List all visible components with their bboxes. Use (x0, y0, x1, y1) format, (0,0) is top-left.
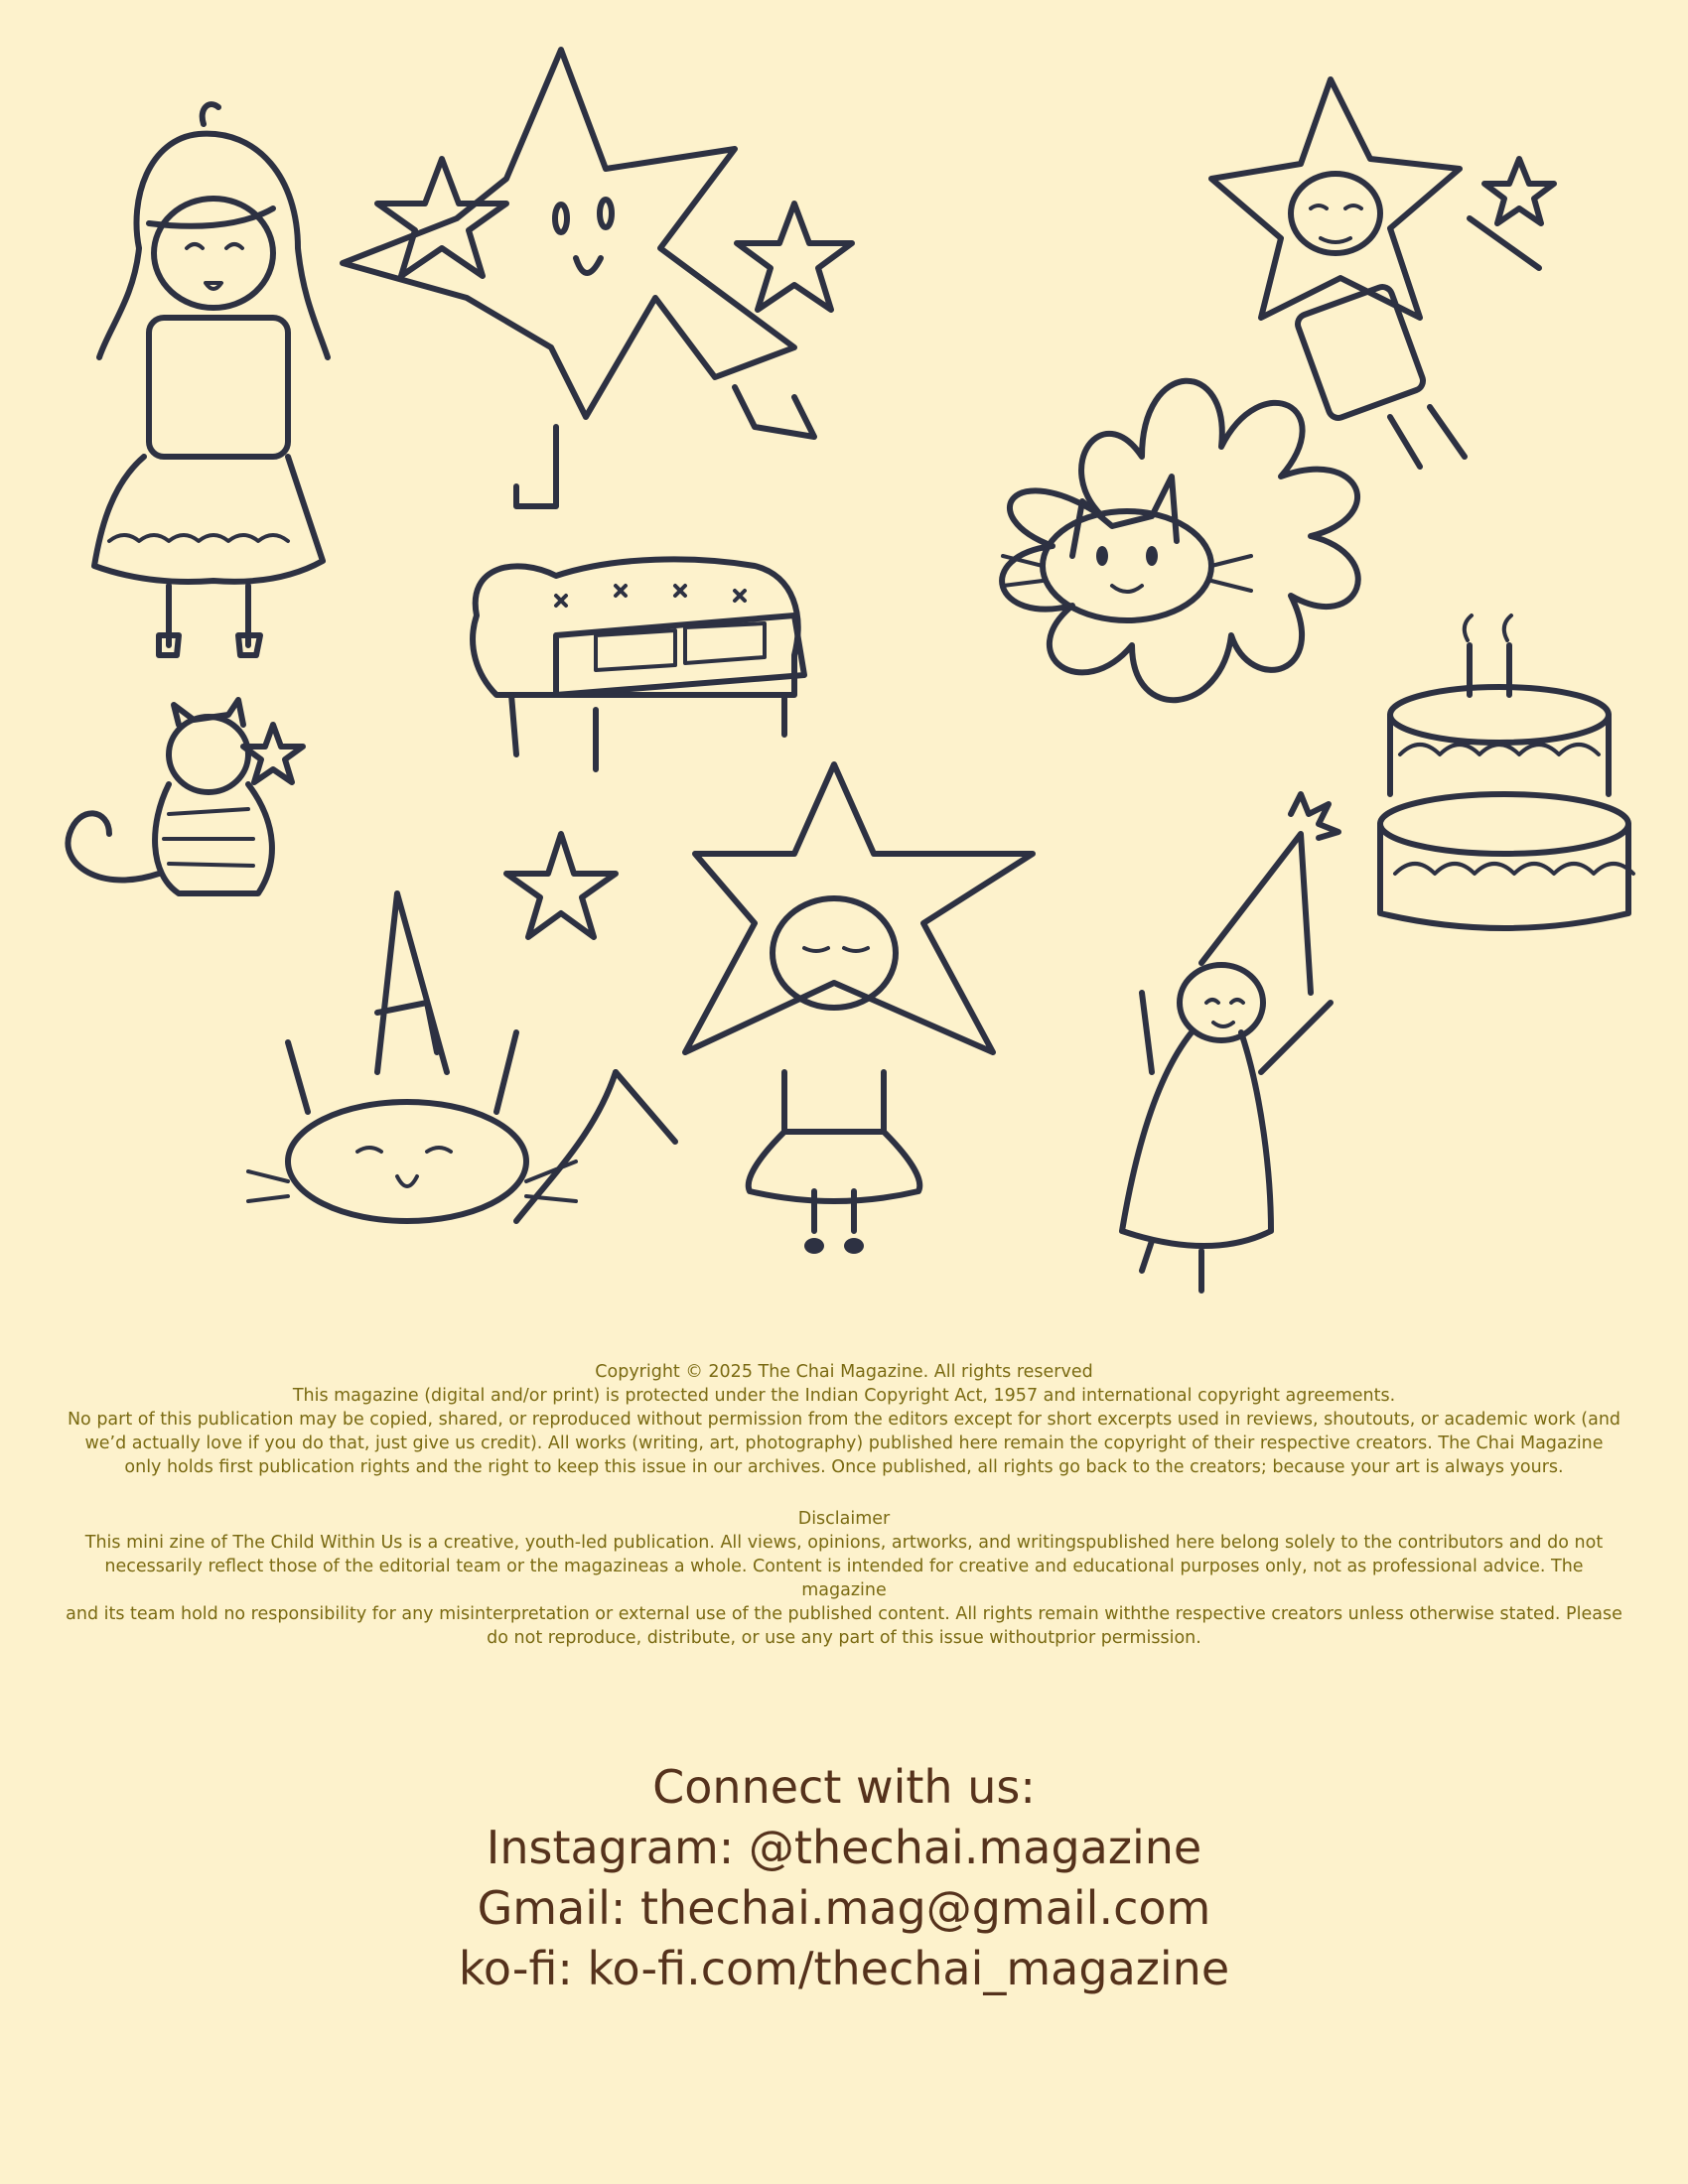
star-head-kid-doodle (1211, 79, 1554, 467)
disclaimer (60, 1507, 1628, 1650)
star-girl-doodle (685, 764, 1033, 1254)
sofa-doodle (473, 559, 804, 769)
small-star-icon (377, 159, 506, 276)
disclaimer-line: and its team hold no responsibility for any misinterpretation or external use of the published content. All rights remain withthe respective creators unless otherwise stated. Please (66, 1604, 1622, 1624)
small-star-icon (737, 204, 852, 310)
copyright-line: we’d actually love if you do that, just give us credit). All works (writing, art, photography) published here remain the copyright of their respective creators. The Chai Magazine (84, 1433, 1604, 1453)
copyright-line: Copyright © 2025 The Chai Magazine. All rights reserved (595, 1362, 1093, 1382)
flower-cat-doodle (1002, 381, 1358, 701)
star-character-doodle (343, 50, 814, 506)
girl-doodle (94, 104, 328, 655)
party-hat-kid-doodle (1122, 794, 1338, 1291)
disclaimer-line: do not reproduce, distribute, or use any part of this issue withoutprior permission. (487, 1628, 1201, 1648)
copyright-line: No part of this publication may be copied, shared, or reproduced without permission from the editors except for short excerpts used in reviews, shoutouts, or academic work (and (67, 1410, 1621, 1430)
kofi-link[interactable]: ko-fi: ko-fi.com/thechai_magazine (458, 1942, 1230, 1995)
copyright-line: This magazine (digital and/or print) is protected under the Indian Copyright Act, 1957 and international copyright agreements. (292, 1386, 1396, 1406)
disclaimer-heading: Disclaimer (797, 1509, 891, 1529)
connect-section (0, 1757, 1688, 1999)
birthday-cake-doodle (1380, 615, 1633, 928)
connect-heading: Connect with us: (652, 1760, 1036, 1814)
wizard-cat-doodle (248, 834, 675, 1221)
gmail-link[interactable]: Gmail: thechai.mag@gmail.com (477, 1881, 1211, 1935)
disclaimer-line: necessarily reflect those of the editorial team or the magazineas a whole. Content is intended for creative and educational purposes only, not as professional advice. The magazine (104, 1557, 1584, 1600)
copyright-notice (60, 1360, 1628, 1479)
striped-cat-doodle (68, 700, 303, 893)
copyright-line: only holds first publication rights and the right to keep this issue in our archives. Once published, all rights go back to the creators; because your art is always yours. (124, 1457, 1564, 1477)
instagram-link[interactable]: Instagram: @thechai.magazine (486, 1821, 1202, 1874)
disclaimer-line: This mini zine of The Child Within Us is a creative, youth-led publication. All views, opinions, artworks, and writingspublished here belong solely to the contributors and do not (84, 1533, 1604, 1553)
